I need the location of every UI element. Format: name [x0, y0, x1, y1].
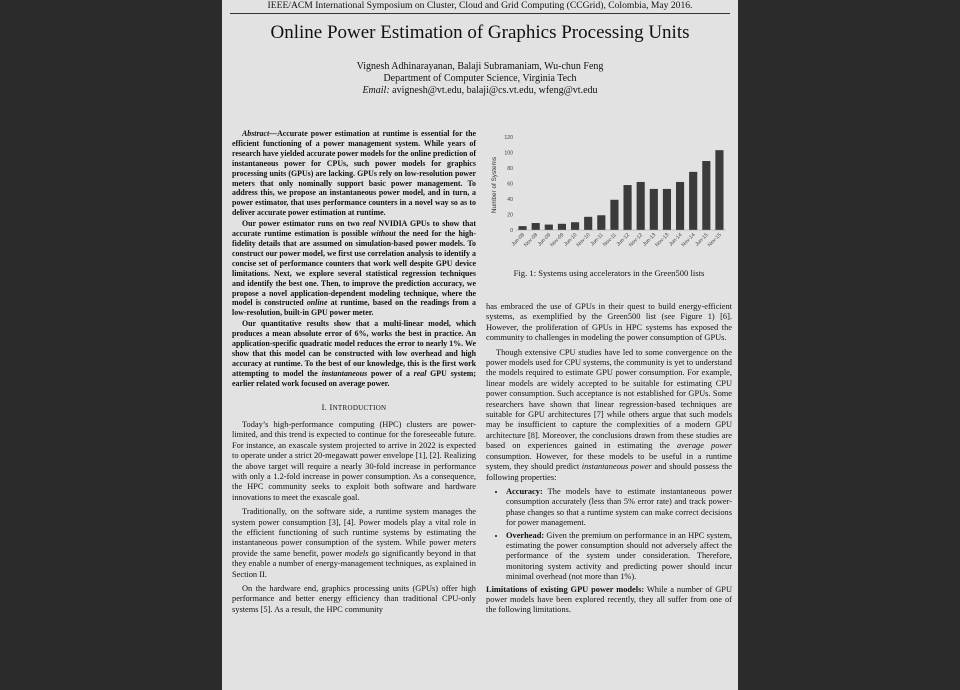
abstract	[232, 129, 476, 389]
x-tick-label: Nov-12	[628, 232, 645, 249]
bar-nov-15	[715, 150, 723, 230]
email-addresses[interactable]: avignesh@vt.edu, balaji@cs.vt.edu, wfeng@vt.edu	[392, 85, 598, 96]
right-p2-c: and should possess the following properties:	[486, 462, 732, 482]
bar-nov-11	[610, 200, 618, 230]
abstract-p3-a: Our quantitative results show that a multi-linear model, which produces a mean absolute error of 6%, works the best in practice. An application-specific quadratic model reduces the error to nearly 1%. We show that this model can be constructed with low overhead and high accuracy at runtime. To the best of our knowledge, this is the first work attempting to model the	[232, 319, 476, 378]
abstract-p2-b: NVIDIA GPUs to show that accurate runtime estimation is possible	[232, 219, 476, 239]
conference-header: IEEE/ACM International Symposium on Cluster, Cloud and Grid Computing (CCGrid), Colombia, May 2016.	[230, 0, 730, 14]
x-tick-label: Nov-11	[602, 232, 618, 248]
abstract-p2-online: online	[306, 298, 328, 308]
email-line	[222, 85, 738, 97]
intro-p2-meters: meters	[453, 538, 476, 548]
intro-p2	[232, 507, 476, 580]
right-p2-inst: instantaneous power	[581, 462, 652, 472]
right-p3	[486, 585, 732, 616]
x-tick-label: Jun-10	[563, 232, 579, 248]
intro-p3: On the hardware end, graphics processing units (GPUs) offer high performance and better energy efficiency than traditional CPU-only systems [5]. As a result, the HPC community	[232, 584, 476, 614]
abstract-p3-b: power of a	[367, 368, 414, 378]
right-p2-b: consumption. However, for these models to be useful in a runtime system, they should predict	[486, 451, 732, 472]
abstract-p3-c: GPU system; earlier related work focused on average power.	[232, 368, 476, 388]
intro-p2-c: go significantly beyond in that they enable a number of energy-management techniques, as explained in Section II.	[232, 548, 476, 579]
list-item-overhead	[506, 531, 732, 583]
paper-page	[222, 0, 738, 690]
abstract-label: Abstract	[242, 129, 270, 138]
bar-jun-08	[518, 226, 526, 230]
right-p1: has embraced the use of GPUs in their quest to build energy-efficient systems, as exemplified by the Green500 list (see Figure 1) [6]. However, the proliferation of GPUs in HPC systems has exposed the community to challenges in modeling the power consumption of GPUs.	[486, 302, 732, 343]
x-tick-label: Jun-12	[615, 232, 631, 248]
x-tick-label: Jun-11	[589, 232, 605, 248]
x-tick-label: Jun-09	[536, 232, 553, 248]
y-axis	[504, 135, 513, 234]
x-tick-label: Nov-13	[654, 232, 671, 249]
abstract-p3-real: real	[413, 368, 427, 378]
x-tick-label: Nov-09	[549, 232, 566, 249]
author-names: Vignesh Adhinarayanan, Balaji Subramaniam, Wu-chun Feng	[356, 61, 604, 72]
abstract-p3-inst: instantaneous	[321, 368, 368, 378]
section-numeral: I.	[321, 402, 328, 412]
x-tick-label: Jun-08	[510, 232, 526, 248]
abstract-p1: Abstract—Accurate power estimation at runtime is essential for the efficient functioning of a power management system. While years of research have yielded accurate power models for the online prediction of instantaneous power for CPUs, such power models for graphics processing units (GPUs) are lacking. GPUs rely on low-resolution power meters that only nominally support basic power management. To address this, we propose an instantaneous power model, and in turn, a power estimator, that uses performance counters in a novel way so as to deliver accurate power estimation at runtime.	[232, 129, 476, 218]
y-tick-label: 80	[507, 166, 513, 172]
accuracy-text: The models have to estimate instantaneous power consumption accurately (less than 5% error rate) and track power-phase changes so that a runtime system can make correct decisions for power management.	[506, 486, 732, 528]
right-p2-a: Though extensive CPU studies have led to some convergence on the power models used for CPU systems, the community is yet to understand the models required to estimate GPU power consumption. For example, linear models are widely accepted to be suitable for estimating CPU power consumption. Such acceptance is not established for GPUs. Some researchers have shown that linear regression-based techniques are suitable for GPU architectures [7] while others argue that such models may be insufficient to capture the complexities of a modern GPU architecture [8]. Moreover, the conclusions drawn from these studies are based on experiences gained in estimating the	[486, 347, 732, 451]
intro-p2-a: Traditionally, on the software side, a runtime system manages the system power consumption [3], [4]. Power models play a vital role in the efficient functioning of such runtime systems by estimating the instantaneous power consumption of the system. While power	[232, 507, 476, 548]
x-tick-label: Nov-14	[680, 232, 697, 249]
x-tick-label: Jun-13	[641, 232, 658, 248]
bar-jun-11	[597, 215, 605, 230]
x-tick-label: Nov-10	[575, 232, 592, 249]
bar-nov-09	[558, 224, 566, 230]
right-body	[486, 302, 732, 616]
abstract-p2-c: the need for the high-fidelity details that are assumed on simulation-based power models. To construct our power model, we first use correlation analysis to identify a concise set of performance counters that work well despite GPU device limitations. Next, we explore several statistical regression techniques and identify the best one. Then, to improve the prediction accuracy, we propose a novel application-dependent modeling technique, where the model is constructed	[232, 229, 476, 308]
email-label: Email:	[362, 85, 390, 96]
chart-bars	[518, 150, 723, 230]
author-block	[222, 61, 738, 97]
bar-jun-13	[650, 189, 658, 230]
y-tick-label: 0	[510, 228, 513, 234]
intro-p2-models: models	[344, 548, 369, 558]
bar-jun-12	[623, 185, 631, 230]
introduction-body	[232, 420, 476, 615]
left-column	[232, 129, 476, 619]
bar-nov-10	[584, 217, 592, 230]
right-p2-avg: average power	[676, 441, 732, 451]
properties-list	[486, 487, 732, 583]
y-tick-label: 40	[507, 197, 513, 203]
y-tick-label: 100	[504, 150, 513, 157]
abstract-p2-real: real	[362, 219, 376, 229]
accuracy-label: Accuracy:	[506, 486, 543, 496]
y-tick-label: 20	[507, 212, 513, 219]
bar-jun-15	[702, 161, 710, 230]
bar-jun-09	[545, 225, 553, 230]
overhead-label: Overhead:	[506, 530, 545, 540]
section-heading-rest: NTRODUCTION	[332, 403, 387, 412]
right-p2	[486, 348, 732, 483]
overhead-text: Given the premium on performance in an HPC system, estimating the power consumption should not adversely affect the performance of the system under consideration. Therefore, monitoring system activity and predicting power should incur minimal overhead (not more than 1%).	[506, 530, 732, 582]
bar-nov-14	[689, 172, 697, 230]
abstract-p2-a: Our power estimator runs on two	[242, 219, 363, 229]
right-column	[486, 302, 732, 620]
affiliation: Department of Computer Science, Virginia Tech	[383, 73, 577, 84]
intro-p2-b: provide the same benefit, power	[232, 548, 345, 558]
abstract-p1-text: Accurate power estimation at runtime is essential for the efficient functioning of a power management system. While years of research have yielded accurate power models for the online prediction of instantaneous power for CPUs, such power models for graphics processing units (GPUs) are lacking. GPUs rely on low-resolution power meters that only nominally support basic power management. To address this, we propose an instantaneous power model, and in turn, a power estimator, that uses performance counters in a novel way so as to deliver accurate power estimation at runtime.	[232, 129, 476, 218]
y-axis-label: Number of Systems	[491, 156, 498, 214]
x-axis	[511, 230, 726, 248]
abstract-p3	[232, 319, 476, 388]
abstract-p2-d: at runtime, based on the readings from a low-resolution, built-in GPU power meter.	[232, 298, 476, 318]
limitations-text: While a number of GPU power models have been explored recently, they all suffer from one of the following limitations.	[486, 584, 732, 615]
limitations-label: Limitations of existing GPU power models:	[486, 584, 645, 594]
y-tick-label: 120	[504, 135, 513, 141]
x-tick-label: Jun-14	[668, 232, 684, 248]
abstract-p2-without: without	[371, 229, 396, 239]
bar-jun-10	[571, 222, 579, 230]
bar-nov-12	[637, 182, 645, 230]
bar-nov-08	[532, 223, 540, 230]
section-heading-initial: I	[329, 402, 333, 412]
section-heading-introduction	[232, 403, 476, 413]
x-tick-label: Nov-15	[706, 232, 723, 249]
green500-bar-chart	[486, 127, 732, 267]
list-item-accuracy	[506, 487, 732, 529]
x-tick-label: Jun-15	[694, 232, 710, 248]
bar-jun-14	[676, 182, 684, 230]
y-tick-label: 60	[507, 181, 513, 188]
bar-nov-13	[663, 189, 671, 230]
paper-title: Online Power Estimation of Graphics Processing Units	[270, 22, 690, 43]
abstract-p2	[232, 219, 476, 318]
x-tick-label: Nov-08	[523, 232, 540, 249]
intro-p1: Today’s high-performance computing (HPC) clusters are power-limited, and this trend is expected to continue for the foreseeable future. For instance, an exascale system projected to arrive in 2022 is expected to operate under a strict 20-megawatt power envelope [1], [2]. Realizing the above target will require a nearly 30-fold increase in performance with only a 1.2-fold increase in power consumption. As a consequence, the HPC community seeks to exploit both software and hardware innovations to meet the exascale goal.	[232, 419, 476, 502]
figure-caption: Fig. 1: Systems using accelerators in the Green500 lists	[513, 268, 705, 278]
